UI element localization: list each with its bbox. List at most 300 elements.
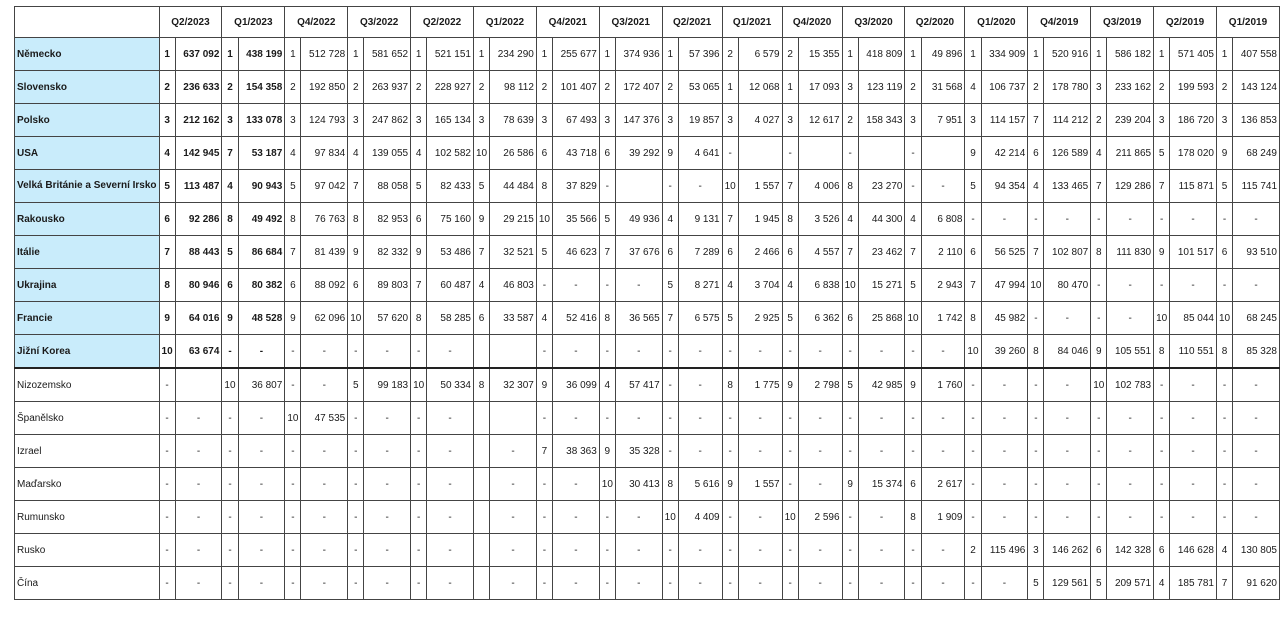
rank-cell: - [1091, 302, 1107, 335]
value-cell: - [1170, 501, 1217, 534]
rank-cell: 2 [1091, 104, 1107, 137]
value-cell: 86 684 [238, 236, 285, 269]
rank-cell: 7 [1091, 170, 1107, 203]
rank-cell: 4 [1216, 534, 1232, 567]
rank-cell: 6 [842, 302, 858, 335]
table-row [15, 71, 1280, 104]
country-name: Španělsko [15, 402, 160, 435]
rank-cell: 10 [1216, 302, 1232, 335]
rank-cell: 7 [222, 137, 238, 170]
rank-cell: 7 [599, 236, 615, 269]
value-cell: 47 994 [981, 269, 1028, 302]
value-cell [738, 137, 782, 170]
rank-cell [473, 435, 489, 468]
country-name: Nizozemsko [15, 368, 160, 402]
value-cell: 39 260 [981, 335, 1028, 369]
rank-cell: 8 [159, 269, 175, 302]
rank-cell: - [348, 567, 364, 600]
value-cell: - [738, 501, 782, 534]
rank-cell: 1 [662, 38, 678, 71]
value-cell: 581 652 [364, 38, 411, 71]
value-cell: - [921, 335, 965, 369]
value-cell: - [1233, 368, 1280, 402]
value-cell: - [301, 534, 348, 567]
rank-cell: - [1216, 501, 1232, 534]
value-cell: - [238, 501, 285, 534]
rank-cell: 10 [782, 501, 798, 534]
value-cell: 43 718 [553, 137, 600, 170]
rank-cell: 1 [1154, 38, 1170, 71]
rank-cell: - [842, 137, 858, 170]
rank-cell: 2 [1028, 71, 1044, 104]
rank-cell: - [662, 335, 678, 369]
rank-cell: 2 [1216, 71, 1232, 104]
rank-cell [473, 567, 489, 600]
value-cell: 255 677 [553, 38, 600, 71]
rank-cell: 3 [722, 104, 738, 137]
rank-cell: - [782, 468, 798, 501]
value-cell: 62 096 [301, 302, 348, 335]
value-cell: 80 470 [1044, 269, 1091, 302]
table-row [15, 335, 1280, 369]
value-cell [798, 137, 842, 170]
value-cell: 29 215 [490, 203, 537, 236]
value-cell: 6 838 [798, 269, 842, 302]
value-cell: 233 162 [1107, 71, 1154, 104]
rank-cell: - [1216, 402, 1232, 435]
rank-cell: 6 [1154, 534, 1170, 567]
rank-cell: - [1028, 468, 1044, 501]
value-cell: 142 328 [1107, 534, 1154, 567]
value-cell: - [738, 567, 782, 600]
rank-cell: - [965, 567, 981, 600]
rank-cell: 8 [285, 203, 301, 236]
value-cell: 57 620 [364, 302, 411, 335]
value-cell: - [301, 567, 348, 600]
value-cell: 56 525 [981, 236, 1028, 269]
value-cell: 228 927 [427, 71, 474, 104]
rank-cell: 7 [1028, 236, 1044, 269]
rank-cell: - [1154, 203, 1170, 236]
value-cell: 45 982 [981, 302, 1028, 335]
value-cell: 3 526 [798, 203, 842, 236]
value-cell: 97 042 [301, 170, 348, 203]
value-cell: 89 803 [364, 269, 411, 302]
value-cell: - [238, 335, 285, 369]
value-cell: - [1233, 435, 1280, 468]
value-cell: - [427, 468, 474, 501]
value-cell: - [1107, 302, 1154, 335]
rank-cell: 9 [662, 137, 678, 170]
value-cell: - [238, 534, 285, 567]
rank-cell: 9 [842, 468, 858, 501]
value-cell: 158 343 [858, 104, 905, 137]
rank-cell: - [348, 468, 364, 501]
rank-cell: 3 [599, 104, 615, 137]
rank-cell: - [662, 534, 678, 567]
rank-cell: 3 [1154, 104, 1170, 137]
value-cell: - [678, 534, 722, 567]
rank-cell: - [159, 435, 175, 468]
rank-cell: 8 [348, 203, 364, 236]
rank-cell: 9 [348, 236, 364, 269]
rank-cell: 2 [722, 38, 738, 71]
rank-cell: - [599, 170, 615, 203]
rank-cell: - [965, 402, 981, 435]
rank-cell: 3 [782, 104, 798, 137]
rank-cell: 1 [348, 38, 364, 71]
rank-cell: - [722, 402, 738, 435]
value-cell: 75 160 [427, 203, 474, 236]
value-cell: 44 300 [858, 203, 905, 236]
value-cell: - [490, 501, 537, 534]
value-cell: - [175, 435, 222, 468]
rank-cell: 5 [965, 170, 981, 203]
value-cell: - [553, 335, 600, 369]
value-cell: 26 586 [490, 137, 537, 170]
value-cell: 88 443 [175, 236, 222, 269]
rank-cell: - [842, 402, 858, 435]
value-cell: 1 909 [921, 501, 965, 534]
rank-cell: - [782, 335, 798, 369]
value-cell: 136 853 [1233, 104, 1280, 137]
value-cell: - [238, 402, 285, 435]
value-cell: 17 093 [798, 71, 842, 104]
value-cell: 2 925 [738, 302, 782, 335]
rank-cell: 5 [905, 269, 921, 302]
value-cell: 7 951 [921, 104, 965, 137]
rank-cell: 2 [1154, 71, 1170, 104]
rank-cell: 10 [1028, 269, 1044, 302]
rank-cell: - [842, 567, 858, 600]
rank-cell: - [1028, 501, 1044, 534]
value-cell: 30 413 [615, 468, 662, 501]
value-cell: - [858, 501, 905, 534]
value-cell: 68 245 [1233, 302, 1280, 335]
table-row [15, 302, 1280, 335]
rank-cell: - [222, 567, 238, 600]
rank-cell: 4 [965, 71, 981, 104]
period-header: Q4/2020 [782, 7, 842, 38]
value-cell: 82 332 [364, 236, 411, 269]
value-cell: - [858, 435, 905, 468]
value-cell: - [678, 567, 722, 600]
value-cell: 113 487 [175, 170, 222, 203]
rank-cell: 5 [1091, 567, 1107, 600]
rank-cell: - [536, 534, 552, 567]
rank-cell: - [599, 501, 615, 534]
rank-cell: - [285, 501, 301, 534]
value-cell: - [490, 468, 537, 501]
rank-cell: 10 [842, 269, 858, 302]
value-cell: - [364, 501, 411, 534]
value-cell: 15 271 [858, 269, 905, 302]
value-cell: 92 286 [175, 203, 222, 236]
value-cell: 239 204 [1107, 104, 1154, 137]
rank-cell: - [965, 468, 981, 501]
rank-cell: - [285, 368, 301, 402]
value-cell: 80 946 [175, 269, 222, 302]
rank-cell: 2 [285, 71, 301, 104]
value-cell: 57 396 [678, 38, 722, 71]
value-cell: 521 151 [427, 38, 474, 71]
value-cell: - [1044, 402, 1091, 435]
rank-cell: 9 [159, 302, 175, 335]
value-cell: - [364, 567, 411, 600]
rank-cell: 10 [1091, 368, 1107, 402]
value-cell: 186 720 [1170, 104, 1217, 137]
value-cell: 154 358 [238, 71, 285, 104]
rank-cell: 4 [473, 269, 489, 302]
value-cell: - [615, 534, 662, 567]
rank-cell: - [599, 335, 615, 369]
value-cell: 46 803 [490, 269, 537, 302]
value-cell: 2 110 [921, 236, 965, 269]
value-cell: 23 462 [858, 236, 905, 269]
rank-cell: - [1091, 501, 1107, 534]
rank-cell: 9 [599, 435, 615, 468]
value-cell: 57 417 [615, 368, 662, 402]
rank-cell: - [782, 534, 798, 567]
value-cell: 53 187 [238, 137, 285, 170]
rank-cell: - [782, 567, 798, 600]
rank-cell: 6 [222, 269, 238, 302]
rank-cell: 3 [905, 104, 921, 137]
value-cell: 91 620 [1233, 567, 1280, 600]
value-cell: - [981, 402, 1028, 435]
table-row [15, 170, 1280, 203]
country-ranking-table [14, 6, 1280, 600]
rank-cell: 8 [1091, 236, 1107, 269]
rank-cell: - [222, 435, 238, 468]
rank-cell: - [222, 402, 238, 435]
rank-cell: 10 [473, 137, 489, 170]
value-cell: 36 807 [238, 368, 285, 402]
period-header: Q3/2019 [1091, 7, 1154, 38]
value-cell: 60 487 [427, 269, 474, 302]
rank-cell: - [411, 402, 427, 435]
value-cell: - [175, 501, 222, 534]
rank-cell: 3 [965, 104, 981, 137]
period-header: Q2/2023 [159, 7, 222, 38]
value-cell: - [615, 567, 662, 600]
rank-cell: 1 [905, 38, 921, 71]
rank-cell: 1 [285, 38, 301, 71]
country-name: Německo [15, 38, 160, 71]
table-row [15, 402, 1280, 435]
value-cell: 98 112 [490, 71, 537, 104]
rank-cell: - [159, 567, 175, 600]
value-cell: - [921, 534, 965, 567]
value-cell: - [490, 567, 537, 600]
value-cell: 49 492 [238, 203, 285, 236]
rank-cell: - [348, 501, 364, 534]
rank-cell: 7 [159, 236, 175, 269]
value-cell: - [427, 567, 474, 600]
value-cell: - [615, 501, 662, 534]
value-cell: - [615, 335, 662, 369]
table-row [15, 567, 1280, 600]
rank-cell: 7 [411, 269, 427, 302]
rank-cell: - [285, 468, 301, 501]
value-cell: 126 589 [1044, 137, 1091, 170]
rank-cell: - [1028, 435, 1044, 468]
value-cell: 236 633 [175, 71, 222, 104]
rank-cell: 6 [1216, 236, 1232, 269]
rank-cell: - [159, 402, 175, 435]
value-cell: - [738, 402, 782, 435]
rank-cell: 7 [662, 302, 678, 335]
rank-cell: - [1154, 501, 1170, 534]
value-cell: 133 078 [238, 104, 285, 137]
value-cell: 31 568 [921, 71, 965, 104]
rank-cell [473, 501, 489, 534]
period-header: Q1/2023 [222, 7, 285, 38]
value-cell: 106 737 [981, 71, 1028, 104]
value-cell: 110 551 [1170, 335, 1217, 369]
value-cell: - [1233, 203, 1280, 236]
value-cell: - [921, 435, 965, 468]
table-row [15, 435, 1280, 468]
value-cell: 211 865 [1107, 137, 1154, 170]
rank-cell: 5 [159, 170, 175, 203]
rank-cell: 9 [965, 137, 981, 170]
rank-cell: 7 [1216, 567, 1232, 600]
rank-cell: 9 [905, 368, 921, 402]
rank-cell: 4 [662, 203, 678, 236]
value-cell: 36 565 [615, 302, 662, 335]
rank-cell: - [1091, 402, 1107, 435]
rank-cell: - [782, 435, 798, 468]
rank-cell: 1 [411, 38, 427, 71]
rank-cell: 4 [1028, 170, 1044, 203]
rank-cell: - [1216, 269, 1232, 302]
value-cell: - [981, 368, 1028, 402]
rank-cell: 1 [782, 71, 798, 104]
rank-cell: - [536, 567, 552, 600]
value-cell: 78 639 [490, 104, 537, 137]
rank-cell: 6 [1028, 137, 1044, 170]
rank-cell: 10 [348, 302, 364, 335]
value-cell: - [553, 269, 600, 302]
value-cell: - [1044, 468, 1091, 501]
rank-cell: - [905, 170, 921, 203]
value-cell: - [1107, 269, 1154, 302]
table-row [15, 137, 1280, 170]
rank-cell: 10 [536, 203, 552, 236]
value-cell: - [427, 534, 474, 567]
rank-cell: 3 [1091, 71, 1107, 104]
value-cell: - [1107, 402, 1154, 435]
rank-cell: - [905, 335, 921, 369]
value-cell: 115 741 [1233, 170, 1280, 203]
value-cell: 438 199 [238, 38, 285, 71]
value-cell: 64 016 [175, 302, 222, 335]
country-name: Itálie [15, 236, 160, 269]
value-cell: 32 307 [490, 368, 537, 402]
value-cell: 8 271 [678, 269, 722, 302]
value-cell: - [427, 435, 474, 468]
rank-cell: - [782, 137, 798, 170]
rank-cell: 7 [285, 236, 301, 269]
value-cell: 25 868 [858, 302, 905, 335]
rank-cell: 3 [348, 104, 364, 137]
value-cell: - [1170, 468, 1217, 501]
value-cell: 637 092 [175, 38, 222, 71]
value-cell: 4 641 [678, 137, 722, 170]
rank-cell: 10 [662, 501, 678, 534]
period-header: Q4/2022 [285, 7, 348, 38]
rank-cell: 7 [473, 236, 489, 269]
value-cell: 50 334 [427, 368, 474, 402]
rank-cell: 2 [473, 71, 489, 104]
rank-cell: - [411, 534, 427, 567]
rank-cell: - [1154, 402, 1170, 435]
value-cell: 53 065 [678, 71, 722, 104]
value-cell: - [1233, 501, 1280, 534]
value-cell: 1 775 [738, 368, 782, 402]
rank-cell [473, 335, 489, 369]
rank-cell: 1 [1216, 38, 1232, 71]
rank-cell: - [1216, 435, 1232, 468]
value-cell: 123 119 [858, 71, 905, 104]
value-cell: 586 182 [1107, 38, 1154, 71]
period-header: Q2/2021 [662, 7, 722, 38]
rank-cell: 1 [842, 38, 858, 71]
value-cell [615, 170, 662, 203]
value-cell: - [553, 567, 600, 600]
rank-cell: - [1091, 435, 1107, 468]
rank-cell: 6 [905, 468, 921, 501]
country-name: USA [15, 137, 160, 170]
rank-cell: 2 [782, 38, 798, 71]
value-cell: 23 270 [858, 170, 905, 203]
value-cell: 46 623 [553, 236, 600, 269]
value-cell: - [301, 368, 348, 402]
value-cell: 4 006 [798, 170, 842, 203]
value-cell: - [858, 335, 905, 369]
value-cell: 42 214 [981, 137, 1028, 170]
rank-cell: 5 [536, 236, 552, 269]
value-cell: - [553, 534, 600, 567]
value-cell: - [175, 468, 222, 501]
rank-cell: - [285, 567, 301, 600]
rank-cell: - [599, 269, 615, 302]
value-cell: 36 099 [553, 368, 600, 402]
rank-cell: 8 [905, 501, 921, 534]
rank-cell: 8 [662, 468, 678, 501]
rank-cell: - [842, 335, 858, 369]
value-cell [858, 137, 905, 170]
rank-cell: - [722, 534, 738, 567]
country-name: Slovensko [15, 71, 160, 104]
country-name: Čína [15, 567, 160, 600]
rank-cell: - [1154, 368, 1170, 402]
value-cell: - [238, 567, 285, 600]
period-header: Q1/2020 [965, 7, 1028, 38]
value-cell: - [798, 567, 842, 600]
value-cell: 102 807 [1044, 236, 1091, 269]
rank-cell: - [411, 501, 427, 534]
value-cell: 101 407 [553, 71, 600, 104]
value-cell: - [364, 435, 411, 468]
value-cell: 7 289 [678, 236, 722, 269]
value-cell: 209 571 [1107, 567, 1154, 600]
rank-cell: - [662, 368, 678, 402]
rank-cell: 4 [782, 269, 798, 302]
value-cell: 2 798 [798, 368, 842, 402]
rank-cell: 6 [662, 236, 678, 269]
